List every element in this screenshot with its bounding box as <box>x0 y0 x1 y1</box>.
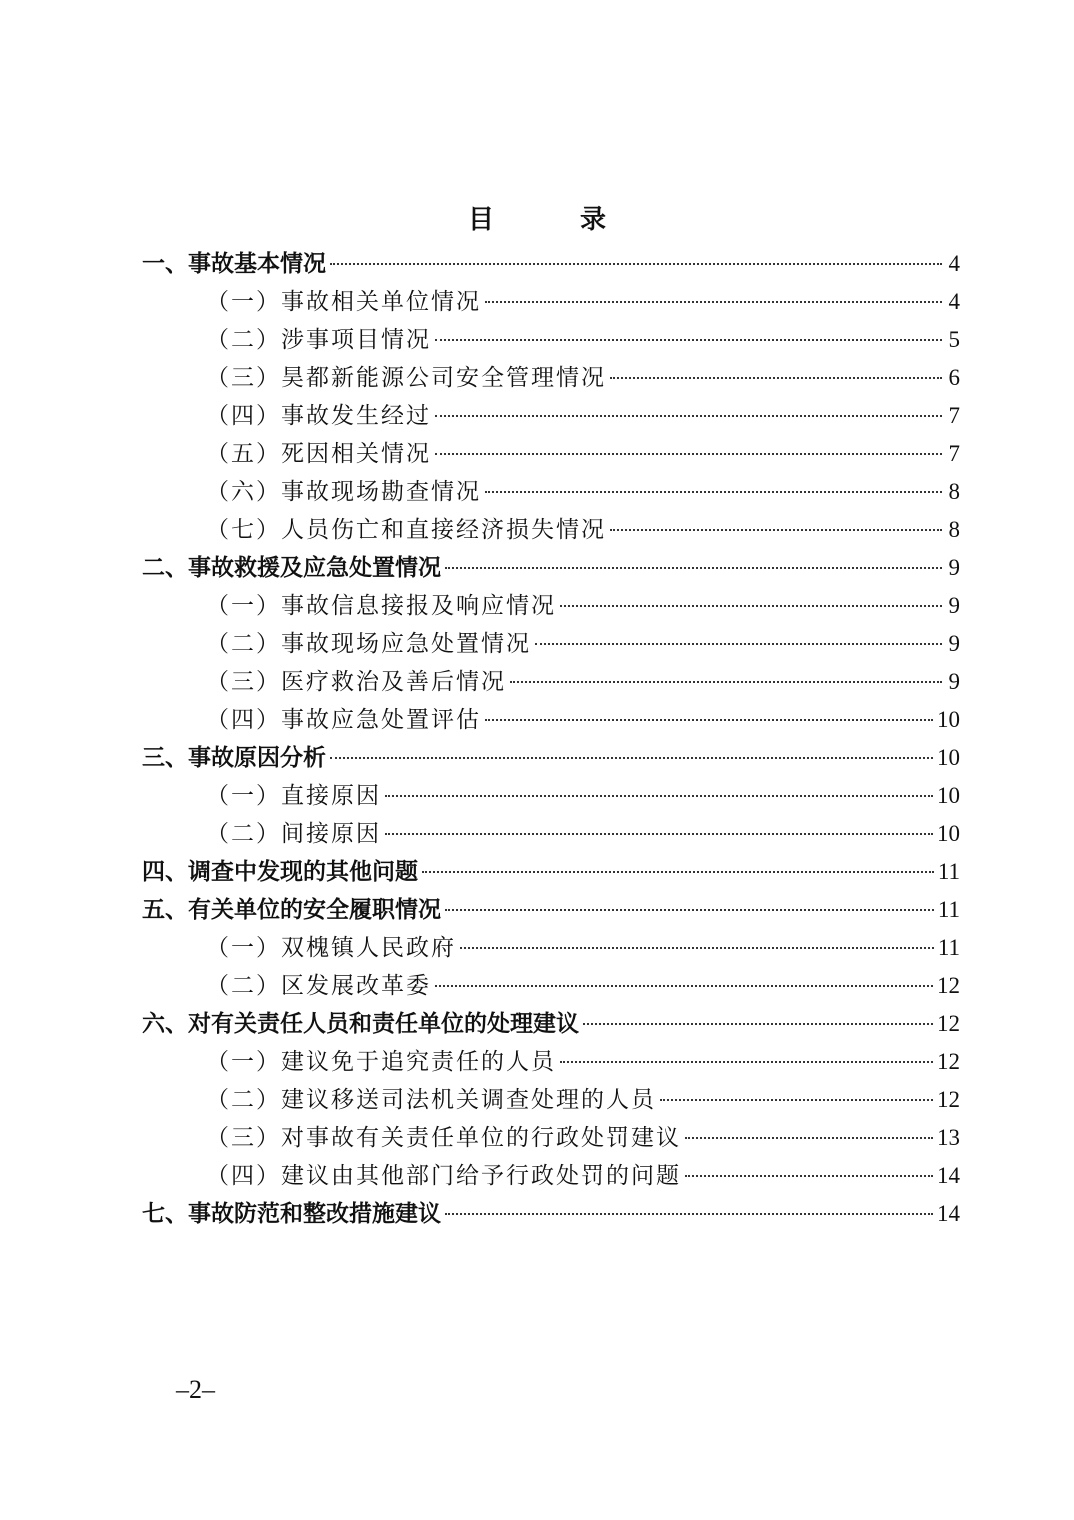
toc-entry-label: 六、对有关责任人员和责任单位的处理建议 <box>142 1011 579 1037</box>
toc-dot-leader <box>560 605 942 607</box>
toc-entry-label: （二）事故现场应急处置情况 <box>206 631 531 657</box>
toc-dot-leader <box>435 985 933 987</box>
toc-section-entry[interactable] <box>142 549 960 587</box>
toc-entry-page: 13 <box>937 1125 960 1150</box>
toc-dot-leader <box>610 377 942 379</box>
toc-entry-label: （二）建议移送司法机关调查处理的人员 <box>206 1087 656 1113</box>
toc-subsection-entry[interactable] <box>142 777 960 815</box>
toc-entry-page: 6 <box>948 365 960 390</box>
toc-subsection-entry[interactable] <box>142 929 960 967</box>
toc-subsection-entry[interactable] <box>142 663 960 701</box>
toc-subsection-entry[interactable] <box>142 435 960 473</box>
toc-entry-label: 三、事故原因分析 <box>142 745 326 771</box>
toc-subsection-entry[interactable] <box>142 397 960 435</box>
toc-subsection-entry[interactable] <box>142 321 960 359</box>
toc-entry-page: 14 <box>937 1163 960 1188</box>
toc-entry-page: 8 <box>948 517 960 542</box>
toc-section-entry[interactable] <box>142 891 960 929</box>
toc-dot-leader <box>330 757 933 759</box>
toc-dot-leader <box>685 1137 933 1139</box>
toc-entry-page: 12 <box>937 1011 960 1036</box>
toc-entry-page: 9 <box>948 631 960 656</box>
toc-entry-page: 11 <box>937 935 960 960</box>
toc-entry-label: （四）建议由其他部门给予行政处罚的问题 <box>206 1163 681 1189</box>
toc-entry-page: 12 <box>937 973 960 998</box>
toc-entry-label: （四）事故发生经过 <box>206 403 431 429</box>
toc-entry-label: 四、调查中发现的其他问题 <box>142 859 418 885</box>
toc-subsection-entry[interactable] <box>142 701 960 739</box>
toc-entry-page: 9 <box>948 555 960 580</box>
toc-title: 目 录 <box>467 205 636 235</box>
toc-entry-page: 7 <box>948 403 960 428</box>
toc-dot-leader <box>660 1099 933 1101</box>
toc-dot-leader <box>445 1213 933 1215</box>
toc-entry-label: （七）人员伤亡和直接经济损失情况 <box>206 517 606 543</box>
toc-entry-page: 7 <box>948 441 960 466</box>
toc-subsection-entry[interactable] <box>142 283 960 321</box>
toc-entry-label: （二）区发展改革委 <box>206 973 431 999</box>
toc-dot-leader <box>485 491 942 493</box>
toc-entry-page: 5 <box>948 327 960 352</box>
toc-dot-leader <box>385 795 933 797</box>
toc-subsection-entry[interactable] <box>142 815 960 853</box>
toc-entry-label: 一、事故基本情况 <box>142 251 326 277</box>
toc-dot-leader <box>583 1023 933 1025</box>
toc-entry-page: 4 <box>948 251 960 276</box>
toc-entry-label: （二）间接原因 <box>206 821 381 847</box>
toc-dot-leader <box>485 301 942 303</box>
toc-dot-leader <box>535 643 942 645</box>
toc-entry-label: （二）涉事项目情况 <box>206 327 431 353</box>
toc-dot-leader <box>485 719 933 721</box>
toc-entry-label: 五、有关单位的安全履职情况 <box>142 897 441 923</box>
toc-entry-label: （一）事故信息接报及响应情况 <box>206 593 556 619</box>
toc-dot-leader <box>435 415 942 417</box>
toc-entry-label: 七、事故防范和整改措施建议 <box>142 1201 441 1227</box>
toc-dot-leader <box>610 529 942 531</box>
toc-entry-page: 11 <box>937 859 960 884</box>
toc-entry-label: （一）双槐镇人民政府 <box>206 935 456 961</box>
toc-subsection-entry[interactable] <box>142 1157 960 1195</box>
toc-subsection-entry[interactable] <box>142 1119 960 1157</box>
toc-section-entry[interactable] <box>142 853 960 891</box>
toc-entry-page: 12 <box>937 1049 960 1074</box>
toc-entry-page: 8 <box>948 479 960 504</box>
toc-dot-leader <box>685 1175 933 1177</box>
toc-entry-page: 11 <box>937 897 960 922</box>
toc-subsection-entry[interactable] <box>142 625 960 663</box>
toc-entry-label: （四）事故应急处置评估 <box>206 707 481 733</box>
toc-entry-page: 14 <box>937 1201 960 1226</box>
toc-dot-leader <box>330 263 942 265</box>
toc-entry-label: （一）直接原因 <box>206 783 381 809</box>
toc-dot-leader <box>385 833 933 835</box>
toc-entry-label: （三）昊都新能源公司安全管理情况 <box>206 365 606 391</box>
toc-dot-leader <box>510 681 942 683</box>
toc-subsection-entry[interactable] <box>142 587 960 625</box>
toc-entry-page: 10 <box>937 745 960 770</box>
toc-subsection-entry[interactable] <box>142 359 960 397</box>
toc-section-entry[interactable] <box>142 1005 960 1043</box>
toc-section-entry[interactable] <box>142 245 960 283</box>
page-number: –2– <box>176 1375 215 1404</box>
toc-section-entry[interactable] <box>142 1195 960 1233</box>
toc-entry-label: （五）死因相关情况 <box>206 441 431 467</box>
toc-subsection-entry[interactable] <box>142 1081 960 1119</box>
toc-dot-leader <box>560 1061 933 1063</box>
toc-entry-page: 9 <box>948 593 960 618</box>
toc-entry-label: （一）建议免于追究责任的人员 <box>206 1049 556 1075</box>
toc-entry-label: （一）事故相关单位情况 <box>206 289 481 315</box>
toc-dot-leader <box>422 871 934 873</box>
toc-entry-page: 10 <box>937 707 960 732</box>
toc-subsection-entry[interactable] <box>142 473 960 511</box>
toc-subsection-entry[interactable] <box>142 511 960 549</box>
toc-dot-leader <box>435 453 942 455</box>
toc-dot-leader <box>445 909 934 911</box>
toc-entry-label: 二、事故救援及应急处置情况 <box>142 555 441 581</box>
toc-dot-leader <box>435 339 942 341</box>
toc-entry-page: 4 <box>948 289 960 314</box>
toc-entry-page: 10 <box>937 783 960 808</box>
toc-subsection-entry[interactable] <box>142 967 960 1005</box>
toc-entry-page: 9 <box>948 669 960 694</box>
toc-dot-leader <box>445 567 942 569</box>
toc-entry-label: （三）医疗救治及善后情况 <box>206 669 506 695</box>
toc-entry-page: 10 <box>937 821 960 846</box>
toc-entry-page: 12 <box>937 1087 960 1112</box>
toc-entry-label: （三）对事故有关责任单位的行政处罚建议 <box>206 1125 681 1151</box>
table-of-contents <box>142 245 960 1233</box>
toc-entry-label: （六）事故现场勘查情况 <box>206 479 481 505</box>
toc-subsection-entry[interactable] <box>142 1043 960 1081</box>
toc-section-entry[interactable] <box>142 739 960 777</box>
toc-dot-leader <box>460 947 934 949</box>
